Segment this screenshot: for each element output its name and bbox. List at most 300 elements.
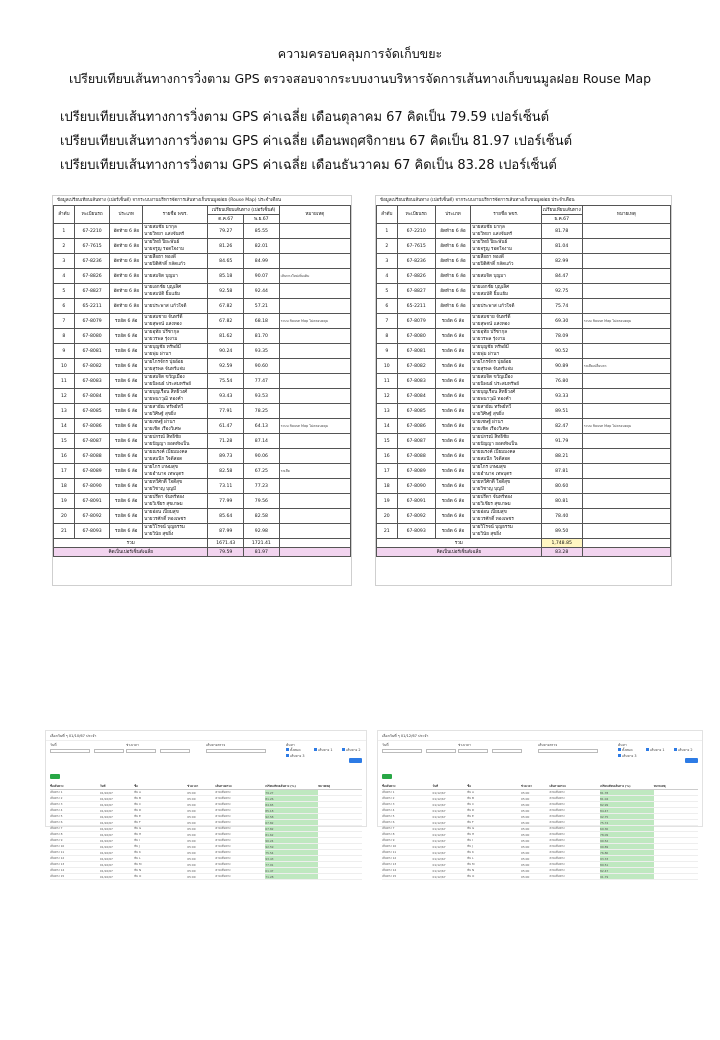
checkbox-label: เส้นทาง 1: [650, 747, 665, 752]
driver-cell: [143, 344, 208, 359]
table-row: [54, 389, 351, 404]
type-cell: รถอัด 6 ล้อ: [110, 329, 143, 344]
value-cell: 81.04: [541, 239, 582, 254]
table-cell: ตามเส้นทาง: [549, 862, 600, 868]
note-cell: ระบบ Rouse Map ไม่ครอบคลุม: [582, 314, 670, 329]
checkbox[interactable]: [618, 754, 621, 757]
filter-label: ค้นหา: [618, 743, 627, 747]
driver-name: นายสือฮา ทองดี: [472, 255, 504, 260]
column-header: เปรียบเทียบเส้นทาง (%): [600, 784, 654, 790]
filter-label: วันที่: [50, 743, 57, 747]
table-row: [377, 509, 671, 524]
driver-cell: [143, 509, 208, 524]
table-cell: 05:00: [187, 850, 215, 856]
filter-label: วันที่: [382, 743, 389, 747]
table-cell: ทีม B: [134, 796, 187, 802]
filter-input[interactable]: [126, 749, 156, 753]
type-cell: รถอัด 6 ล้อ: [110, 359, 143, 374]
stat-december: เปรียบเทียบเส้นทางการวิ่งตาม GPS ค่าเฉลี่ย เดือนธันวาคม 67 คิดเป็น 83.28 เปอร์เซ็นต์: [60, 158, 557, 173]
table-cell: 05:00: [187, 856, 215, 862]
value-cell: 90.52: [541, 344, 582, 359]
table-cell: ทีม L: [134, 856, 187, 862]
col-header: หมายเหตุ: [582, 206, 670, 224]
value-cell: 84.99: [244, 254, 280, 269]
note-cell: [279, 509, 350, 524]
checkbox[interactable]: [314, 748, 317, 751]
table-cell: 05:00: [187, 808, 215, 814]
note-cell: รถเสียเปลี่ยนรถ: [582, 359, 670, 374]
col-header: ต.ค.67: [208, 215, 244, 224]
table-cell: ตามเส้นทาง: [215, 862, 265, 868]
driver-name: นายปกรณ์ สิทธิชัย: [472, 435, 509, 440]
table-row: [54, 299, 351, 314]
column-header: ชื่อเส้นทาง: [50, 784, 100, 790]
driver-cell: [143, 299, 208, 314]
driver-cell: [143, 389, 208, 404]
value-cell: 76.80: [541, 374, 582, 389]
checkbox[interactable]: [286, 748, 289, 751]
plate-cell: 67-8081: [74, 344, 110, 359]
row-number: 16: [377, 449, 398, 464]
driver-name: นายวิโรจน์ บุญธรรม: [144, 525, 185, 530]
driver-name: นายจรูญ รอดใจงาม: [472, 247, 513, 252]
sheet-title: ข้อมูลเปรียบเทียบเส้นทาง (เปอร์เซ็นต์) จากระบบงานบริหารจัดการเส้นทางเก็บขนมูลฝอย (Rouse Map) ประจำเดือน: [57, 198, 282, 203]
note-cell: [582, 299, 670, 314]
driver-name: นายบุญเรือน สิทธิวงศ์: [144, 390, 188, 395]
driver-name: นายปัญญา ยอดทัพเป็น: [472, 442, 518, 447]
note-cell: [582, 479, 670, 494]
driver-name: นายพุ่ม ผ่านฯ: [144, 352, 171, 357]
percent-cell: 82.47: [600, 868, 654, 874]
table-row: [54, 464, 351, 479]
total-value: 1,748.85: [541, 539, 582, 548]
table-cell: 05:00: [187, 820, 215, 826]
driver-name: นายพนาวุฒิ ทองคำ: [472, 397, 512, 402]
driver-cell: [143, 284, 208, 299]
table-row: [377, 284, 671, 299]
plate-cell: 67-8093: [397, 524, 435, 539]
plate-cell: 67-8091: [74, 494, 110, 509]
value-cell: 84.65: [208, 254, 244, 269]
table-cell: ทีม M: [467, 862, 521, 868]
value-cell: 73.11: [208, 479, 244, 494]
column-header: ช่วงเวลา: [521, 784, 549, 790]
table-cell: ตามเส้นทาง: [549, 796, 600, 802]
table-cell: ตามเส้นทาง: [549, 844, 600, 850]
driver-name: นายบุญชัย ทรัพย์มี: [472, 345, 509, 350]
table-cell: เส้นทาง 14: [382, 868, 433, 874]
col-header: ทะเบียนรถ: [397, 206, 435, 224]
row-number: 3: [54, 254, 75, 269]
table-cell: ตามเส้นทาง: [549, 838, 600, 844]
table-cell: 01/12/67: [433, 838, 468, 844]
note-cell: [279, 494, 350, 509]
app-screenshot-left: [45, 730, 367, 879]
plate-cell: 67-8085: [397, 404, 435, 419]
table-cell: เส้นทาง 10: [382, 844, 433, 850]
table-cell: 01/10/67: [100, 802, 134, 808]
type-cell: รถอัด 6 ล้อ: [435, 389, 470, 404]
table-cell: 01/12/67: [433, 862, 468, 868]
note-cell: [279, 359, 350, 374]
row-number: 7: [377, 314, 398, 329]
col-header: ประเภท: [435, 206, 470, 224]
table-row: [377, 524, 671, 539]
plate-cell: 67-8084: [74, 389, 110, 404]
value-cell: 90.89: [541, 359, 582, 374]
table-cell: ทีม A: [467, 790, 521, 796]
value-cell: 89.50: [541, 524, 582, 539]
driver-name: นายจรูญ รอดใจงาม: [144, 247, 185, 252]
table-cell: ทีม E: [134, 814, 187, 820]
filter-input[interactable]: [94, 749, 124, 753]
driver-name: นายอุทัย ปรีชากุล: [144, 330, 180, 335]
driver-name: นายวินัย สุขยิ่ง: [472, 532, 502, 537]
type-cell: รถอัด 6 ล้อ: [110, 344, 143, 359]
filter-input[interactable]: [382, 749, 422, 753]
value-cell: 68.18: [244, 314, 280, 329]
value-cell: 69.30: [541, 314, 582, 329]
plate-cell: 67-8087: [397, 434, 435, 449]
type-cell: อัดท้าย 6 ล้อ: [110, 269, 143, 284]
table-cell: ทีม K: [467, 850, 521, 856]
table-cell: 05:00: [521, 868, 549, 874]
checkbox-label: ทั้งหมด: [622, 747, 633, 752]
note-cell: [582, 254, 670, 269]
table-cell: เส้นทาง 2: [382, 796, 433, 802]
note-cell: [279, 374, 350, 389]
driver-cell: [143, 224, 208, 239]
col-header: หมายเหตุ: [279, 206, 350, 224]
table-cell: ตามเส้นทาง: [549, 874, 600, 880]
table-cell: 01/10/67: [100, 832, 134, 838]
driver-cell: [143, 434, 208, 449]
table-cell: ตามเส้นทาง: [549, 856, 600, 862]
checkbox[interactable]: [674, 748, 677, 751]
type-cell: รถอัด 6 ล้อ: [110, 494, 143, 509]
driver-cell: [471, 284, 542, 299]
plate-cell: 65-2211: [397, 299, 435, 314]
search-button[interactable]: [685, 758, 698, 763]
plate-cell: 67-2210: [397, 224, 435, 239]
value-cell: 85.18: [208, 269, 244, 284]
table-cell: ตามเส้นทาง: [215, 832, 265, 838]
row-number: 19: [54, 494, 75, 509]
table-cell: เส้นทาง 8: [382, 832, 433, 838]
table-cell: 01/10/67: [100, 844, 134, 850]
row-number: 11: [377, 374, 398, 389]
table-cell: เส้นทาง 1: [382, 790, 433, 796]
table-cell: 05:00: [521, 814, 549, 820]
row-number: 12: [377, 389, 398, 404]
table-cell: ทีม O: [467, 874, 521, 880]
table-cell: ทีม A: [134, 790, 187, 796]
row-number: 1: [54, 224, 75, 239]
filter-input[interactable]: [492, 749, 522, 753]
plate-cell: 67-8826: [74, 269, 110, 284]
type-cell: รถอัด 6 ล้อ: [110, 404, 143, 419]
driver-cell: [143, 479, 208, 494]
note-cell: [279, 524, 350, 539]
results-table: [382, 784, 698, 880]
driver-name: นายสมชาย จันทร์ดี: [144, 315, 183, 320]
plate-cell: 65-2211: [74, 299, 110, 314]
table-cell: 01/12/67: [433, 850, 468, 856]
driver-name: นายนิพนธ์ ประสมทรัพย์: [472, 382, 519, 387]
filter-input[interactable]: [458, 749, 488, 753]
table-row: [54, 524, 351, 539]
column-header: วันที่: [100, 784, 134, 790]
table-cell: 05:00: [521, 808, 549, 814]
table-cell: 05:00: [187, 790, 215, 796]
table-cell: เส้นทาง 4: [50, 808, 100, 814]
note-cell: รถเสีย: [279, 464, 350, 479]
checkbox[interactable]: [618, 748, 621, 751]
driver-name: นายวิศิษฐ์ สุขยิ่ง: [472, 412, 504, 417]
type-cell: รถอัด 6 ล้อ: [435, 509, 470, 524]
percent-cell: 76.80: [600, 850, 654, 856]
table-cell: ตามเส้นทาง: [215, 856, 265, 862]
value-cell: 81.70: [244, 329, 280, 344]
driver-name: นายเชิด เรืองวิเศษ: [144, 427, 181, 432]
note-cell: [582, 509, 670, 524]
table-cell: 05:00: [521, 790, 549, 796]
driver-name: นายสุรพล จันทร์แจ่ม: [472, 367, 514, 372]
driver-name: นายเชษฐ์ ผ่านฯ: [144, 420, 176, 425]
filter-label: ค้นหา: [286, 743, 295, 747]
row-number: 12: [54, 389, 75, 404]
row-number: 4: [54, 269, 75, 284]
type-cell: รถอัด 6 ล้อ: [435, 344, 470, 359]
driver-cell: [143, 524, 208, 539]
driver-name: นายสมบัติ ยิ้มแย้ม: [144, 292, 181, 297]
table-cell: เส้นทาง 10: [50, 844, 100, 850]
driver-name: นายณรงค์ เปี่ยมมงคล: [144, 450, 188, 455]
table-cell: เส้นทาง 3: [382, 802, 433, 808]
note-cell: ระบบ Rouse Map ไม่ครอบคลุม: [279, 419, 350, 434]
table-cell: ตามเส้นทาง: [549, 826, 600, 832]
value-cell: 92.98: [244, 524, 280, 539]
driver-name: นายพุ่ม ผ่านฯ: [472, 352, 499, 357]
filter-input[interactable]: [538, 749, 598, 753]
table-row: [54, 239, 351, 254]
table-cell: ตามเส้นทาง: [549, 808, 600, 814]
table-cell: 01/10/67: [100, 826, 134, 832]
driver-name: นายปรีดา จันทร์ทอง: [472, 495, 513, 500]
table-cell: 05:00: [521, 856, 549, 862]
note-cell: เส้นทางใหม่เพิ่มเติม: [279, 269, 350, 284]
driver-name: นายสุพจน์ แสงทอง: [144, 322, 182, 327]
plate-cell: 67-8085: [74, 404, 110, 419]
group-header: เปรียบเทียบเส้นทาง (เปอร์เซ็นต์): [208, 206, 279, 215]
app-screenshot-right: [377, 730, 703, 879]
table-cell: เส้นทาง 8: [50, 832, 100, 838]
filter-input[interactable]: [206, 749, 266, 753]
driver-name: นายอำนาจ เทพบุตร: [472, 472, 512, 477]
type-cell: รถอัด 6 ล้อ: [110, 314, 143, 329]
table-cell: 05:00: [187, 838, 215, 844]
row-number: 5: [377, 284, 398, 299]
note-cell: [279, 449, 350, 464]
row-number: 6: [54, 299, 75, 314]
table-cell: ตามเส้นทาง: [549, 832, 600, 838]
driver-cell: [143, 269, 208, 284]
table-cell: เส้นทาง 14: [50, 868, 100, 874]
table-cell: ตามเส้นทาง: [215, 790, 265, 796]
average-value: 83.28: [541, 548, 582, 557]
table-cell: ตามเส้นทาง: [215, 850, 265, 856]
value-cell: 87.14: [244, 434, 280, 449]
checkbox[interactable]: [646, 748, 649, 751]
value-cell: 79.56: [244, 494, 280, 509]
type-cell: รถอัด 6 ล้อ: [435, 449, 470, 464]
plate-cell: 67-8083: [397, 374, 435, 389]
value-cell: 67.82: [208, 314, 244, 329]
type-cell: อัดท้าย 6 ล้อ: [435, 284, 470, 299]
type-cell: อัดท้าย 6 ล้อ: [110, 284, 143, 299]
row-number: 15: [377, 434, 398, 449]
note-cell: [582, 269, 670, 284]
driver-name: นายวิเชียร สุขเกษม: [144, 502, 183, 507]
note-cell: [582, 449, 670, 464]
driver-name: นายบุญชัย ทรัพย์มี: [144, 345, 181, 350]
driver-name: นายสมชัย มากุล: [472, 225, 505, 230]
row-number: 9: [54, 344, 75, 359]
filter-input[interactable]: [160, 749, 190, 753]
plate-cell: 67-8826: [397, 269, 435, 284]
plate-cell: 67-8236: [397, 254, 435, 269]
percent-cell: 91.79: [600, 874, 654, 880]
value-cell: 81.26: [208, 239, 244, 254]
driver-cell: [471, 494, 542, 509]
row-number: 14: [54, 419, 75, 434]
row-number: 13: [377, 404, 398, 419]
sheet-title: ข้อมูลเปรียบเทียบเส้นทาง (เปอร์เซ็นต์) จากระบบงานบริหารจัดการเส้นทางเก็บขนมูลฝอย ประจำเดือน: [380, 198, 575, 203]
table-cell: เส้นทาง 4: [382, 808, 433, 814]
percent-cell: 81.62: [265, 832, 318, 838]
row-number: 2: [54, 239, 75, 254]
value-cell: 92.44: [244, 284, 280, 299]
driver-cell: [471, 269, 542, 284]
driver-name: นายพนาวุฒิ ทองคำ: [144, 397, 184, 402]
driver-cell: [143, 329, 208, 344]
add-button[interactable]: [382, 774, 392, 779]
row-number: 8: [377, 329, 398, 344]
note-cell: [582, 239, 670, 254]
driver-name: นายวินัย สุขยิ่ง: [144, 532, 174, 537]
table-cell: 05:00: [187, 832, 215, 838]
filter-input[interactable]: [50, 749, 90, 753]
type-cell: อัดท้าย 6 ล้อ: [435, 299, 470, 314]
table-cell: 01/12/67: [433, 868, 468, 874]
driver-cell: [471, 404, 542, 419]
percent-cell: 77.91: [265, 862, 318, 868]
row-number: 5: [54, 284, 75, 299]
type-cell: อัดท้าย 6 ล้อ: [110, 254, 143, 269]
row-number: 6: [377, 299, 398, 314]
table-cell: 01/12/67: [433, 844, 468, 850]
filter-input[interactable]: [426, 749, 456, 753]
table-cell: 05:00: [521, 832, 549, 838]
app-header: เลือกวันที่ ๆ 01/12/67 ประจำ: [378, 731, 702, 741]
checkbox[interactable]: [286, 754, 289, 757]
table-cell: 01/10/67: [100, 814, 134, 820]
table-cell: 01/12/67: [433, 832, 468, 838]
table-cell: 01/12/67: [433, 790, 468, 796]
plate-cell: 67-8090: [397, 479, 435, 494]
table-cell: 01/10/67: [100, 808, 134, 814]
type-cell: รถอัด 6 ล้อ: [110, 374, 143, 389]
plate-cell: 67-8092: [397, 509, 435, 524]
type-cell: อัดท้าย 6 ล้อ: [435, 239, 470, 254]
table-row[interactable]: [382, 874, 698, 880]
stat-october: เปรียบเทียบเส้นทางการวิ่งตาม GPS ค่าเฉลี่ย เดือนตุลาคม 67 คิดเป็น 79.59 เปอร์เซ็นต์: [60, 110, 550, 125]
type-cell: อัดท้าย 6 ล้อ: [435, 224, 470, 239]
table-cell: ตามเส้นทาง: [549, 820, 600, 826]
value-cell: 82.47: [541, 419, 582, 434]
driver-name: นายสมจิต ขวัญเมือง: [144, 375, 185, 380]
table-cell: ตามเส้นทาง: [215, 802, 265, 808]
plate-cell: 67-8080: [397, 329, 435, 344]
driver-name: นายวิศิษฐ์ สุขยิ่ง: [144, 412, 176, 417]
value-cell: 71.28: [208, 434, 244, 449]
col-header: รายชื่อ พขร.: [143, 206, 208, 224]
table-row[interactable]: [50, 874, 362, 880]
row-number: 2: [377, 239, 398, 254]
driver-cell: [471, 374, 542, 389]
search-button[interactable]: [349, 758, 362, 763]
table-row: [377, 344, 671, 359]
table-cell: เส้นทาง 6: [382, 820, 433, 826]
plate-cell: 67-8080: [74, 329, 110, 344]
table-cell: ตามเส้นทาง: [215, 826, 265, 832]
driver-cell: [471, 314, 542, 329]
plate-cell: 67-7615: [397, 239, 435, 254]
column-header: ชื่อ: [134, 784, 187, 790]
note-cell: [279, 299, 350, 314]
plate-cell: 67-8827: [74, 284, 110, 299]
checkbox[interactable]: [342, 748, 345, 751]
column-header: เส้นทางตรวจ: [215, 784, 265, 790]
note-cell: ระบบ Rouse Map ไม่ครอบคลุม: [279, 314, 350, 329]
average-label: คิดเป็นเปอร์เซ็นต์เฉลี่ย: [54, 548, 208, 557]
driver-cell: [143, 374, 208, 389]
table-cell: 01/10/67: [100, 820, 134, 826]
value-cell: 77.91: [208, 404, 244, 419]
value-cell: 79.27: [208, 224, 244, 239]
type-cell: รถอัด 6 ล้อ: [435, 419, 470, 434]
value-cell: 90.07: [244, 269, 280, 284]
plate-cell: 67-8087: [74, 434, 110, 449]
spreadsheet-oct-nov: [52, 195, 352, 586]
table-cell: ตามเส้นทาง: [215, 874, 265, 880]
note-cell: [582, 329, 670, 344]
checkbox-label: เส้นทาง 2: [678, 747, 693, 752]
row-number: 11: [54, 374, 75, 389]
driver-name: นายวิโรจน์ บุญธรรม: [472, 525, 513, 530]
add-button[interactable]: [50, 774, 60, 779]
driver-name: นายทวีศักดิ์ ใจดีสุข: [144, 480, 183, 485]
type-cell: อัดท้าย 6 ล้อ: [435, 254, 470, 269]
table-cell: ทีม O: [134, 874, 187, 880]
driver-name: นายวิชาญ บุญมี: [144, 487, 176, 492]
driver-cell: [471, 344, 542, 359]
table-cell: ตามเส้นทาง: [215, 814, 265, 820]
value-cell: 85.64: [208, 509, 244, 524]
percent-cell: 81.26: [265, 796, 318, 802]
note-cell: [582, 434, 670, 449]
table-cell: ทีม L: [467, 856, 521, 862]
